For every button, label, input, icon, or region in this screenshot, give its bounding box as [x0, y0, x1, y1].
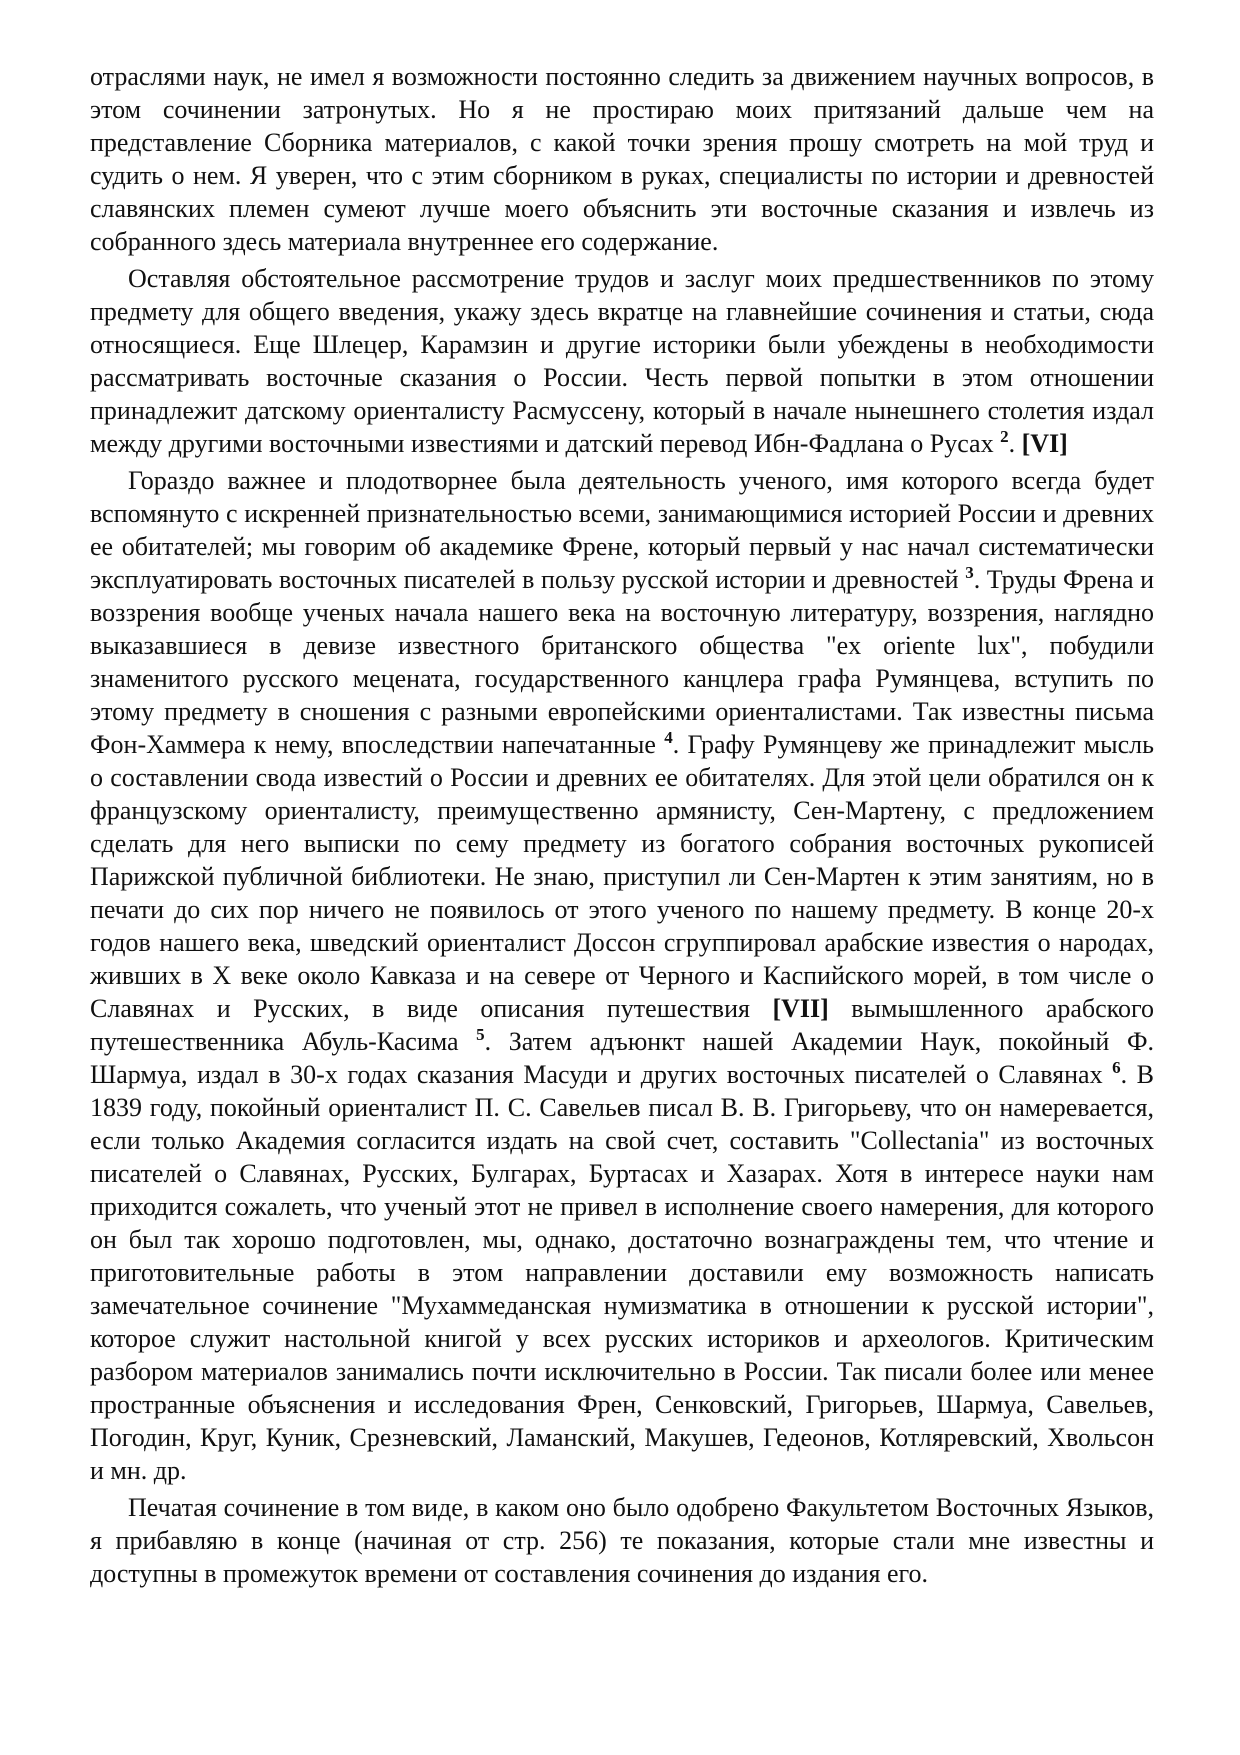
footnote-ref-2[interactable]: 2 [1000, 427, 1009, 446]
paragraph-text: Гораздо важнее и плодотворнее была деятельность ученого, имя которого всегда будет вспомянуто с искренней признательностью всеми, занимающимися историей России и древних ее обитателей; мы говорим об академике Френе, который первый у нас начал систематически эксплуатировать восточных писателей в пользу русской истории и древностей [90, 466, 1154, 594]
paragraph-text: . [1008, 429, 1022, 458]
paragraph-text: Печатая сочинение в том виде, в каком оно было одобрено Факультетом Восточных Языков, я прибавляю в конце (начиная от стр. 256) те показания, которые стали мне известны и доступны в промежуток времени от составления сочинения до издания его. [90, 1493, 1154, 1588]
paragraph-text: . Графу Румянцеву же принадлежит мысль о составлении свода известий о России и древних ее обитателях. Для этой цели обратился он к французскому ориенталисту, преимущественно армянисту, Сен-Мартену, с предложением сделать для него выписки по сему предмету из богатого собрания восточных рукописей Парижской публичной библиотеки. Не знаю, приступил ли Сен-Мартен к этим занятиям, но в печати до сих пор ничего не появилось от этого ученого по нашему предмету. В конце 20-х годов нашего века, шведский ориенталист Доссон сгруппировал арабские известия о народах, живших в X веке около Кавказа и на севере от Черного и Каспийского морей, в том числе о Славянах и Русских, в виде описания путешествия [90, 730, 1155, 1023]
paragraph-text: отраслями наук, не имел я возможности постоянно следить за движением научных вопросов, в этом сочинении затронутых. Но я не простираю моих притязаний дальше чем на представление Сборника материалов, с какой точки зрения прошу смотреть на мой труд и судить о нем. Я уверен, что с этим сборником в руках, специалисты по истории и древностей славянских племен сумеют лучше моего объяснить эти восточные сказания и извлечь из собранного здесь материала внутреннее его содержание. [90, 62, 1154, 256]
footnote-ref-3[interactable]: 3 [965, 563, 974, 582]
paragraph-text: . Труды Френа и воззрения вообще ученых начала нашего века на восточную литературу, воззрения, наглядно выказавшиеся в девизе известного британского общества "ex oriente lux", побудили знаменитого русского мецената, государственного канцлера графа Румянцева, вступить по этому предмету в сношения с разными европейскими ориенталистами. Так известны письма Фон-Хаммера к нему, впоследствии напечатанные [90, 565, 1154, 759]
footnote-ref-6[interactable]: 6 [1112, 1058, 1121, 1077]
paragraph-3 [90, 464, 1154, 1487]
paragraph-text: Оставляя обстоятельное рассмотрение трудов и заслуг моих предшественников по этому предмету для общего введения, укажу здесь вкратце на главнейшие сочинения и статьи, сюда относящиеся. Еще Шлецер, Карамзин и другие историки были убеждены в необходимости рассматривать восточные сказания о России. Честь первой попытки в этом отношении принадлежит датскому ориенталисту Расмуссену, который в начале нынешнего столетия издал между другими восточными известиями и датский перевод Ибн-Фадлана о Русах [90, 264, 1154, 458]
page-marker-vi: [VI] [1021, 429, 1068, 458]
paragraph-text: . Затем адъюнкт нашей Академии Наук, покойный Ф. Шармуа, издал в 30-х годах сказания Масуди и других восточных писателей о Славянах [90, 1027, 1154, 1089]
paragraph-text: . В 1839 году, покойный ориенталист П. С. Савельев писал В. В. Григорьеву, что он намеревается, если только Академия согласится издать на свой счет, составить "Collectania" из восточных писателей о Славянах, Русских, Булгарах, Буртасах и Хазарах. Хотя в интересе науки нам приходится сожалеть, что ученый этот не привел в исполнение своего намерения, для которого он был так хорошо подготовлен, мы, однако, достаточно вознаграждены тем, что чтение и приготовительные работы в этом направлении доставили ему возможность написать замечательное сочинение "Мухаммеданская нумизматика в отношении к русской истории", которое служит настольной книгой у всех русских историков и археологов. Критическим разбором материалов занимались почти исключительно в России. Так писали более или менее пространные объяснения и исследования Френ, Сенковский, Григорьев, Шармуа, Савельев, Погодин, Круг, Куник, Срезневский, Ламанский, Макушев, Гедеонов, Котляревский, Хвольсон и мн. др. [90, 1060, 1155, 1485]
footnote-ref-5[interactable]: 5 [476, 1025, 485, 1044]
paragraph-1 [90, 60, 1154, 258]
paragraph-text: вымышленного арабского путешественника Абуль-Касима [90, 994, 1154, 1056]
paragraph-2 [90, 262, 1154, 460]
footnote-ref-4[interactable]: 4 [664, 728, 673, 747]
page-marker-vii: [VII] [772, 994, 829, 1023]
document-page [90, 60, 1154, 1594]
paragraph-4 [90, 1491, 1154, 1590]
